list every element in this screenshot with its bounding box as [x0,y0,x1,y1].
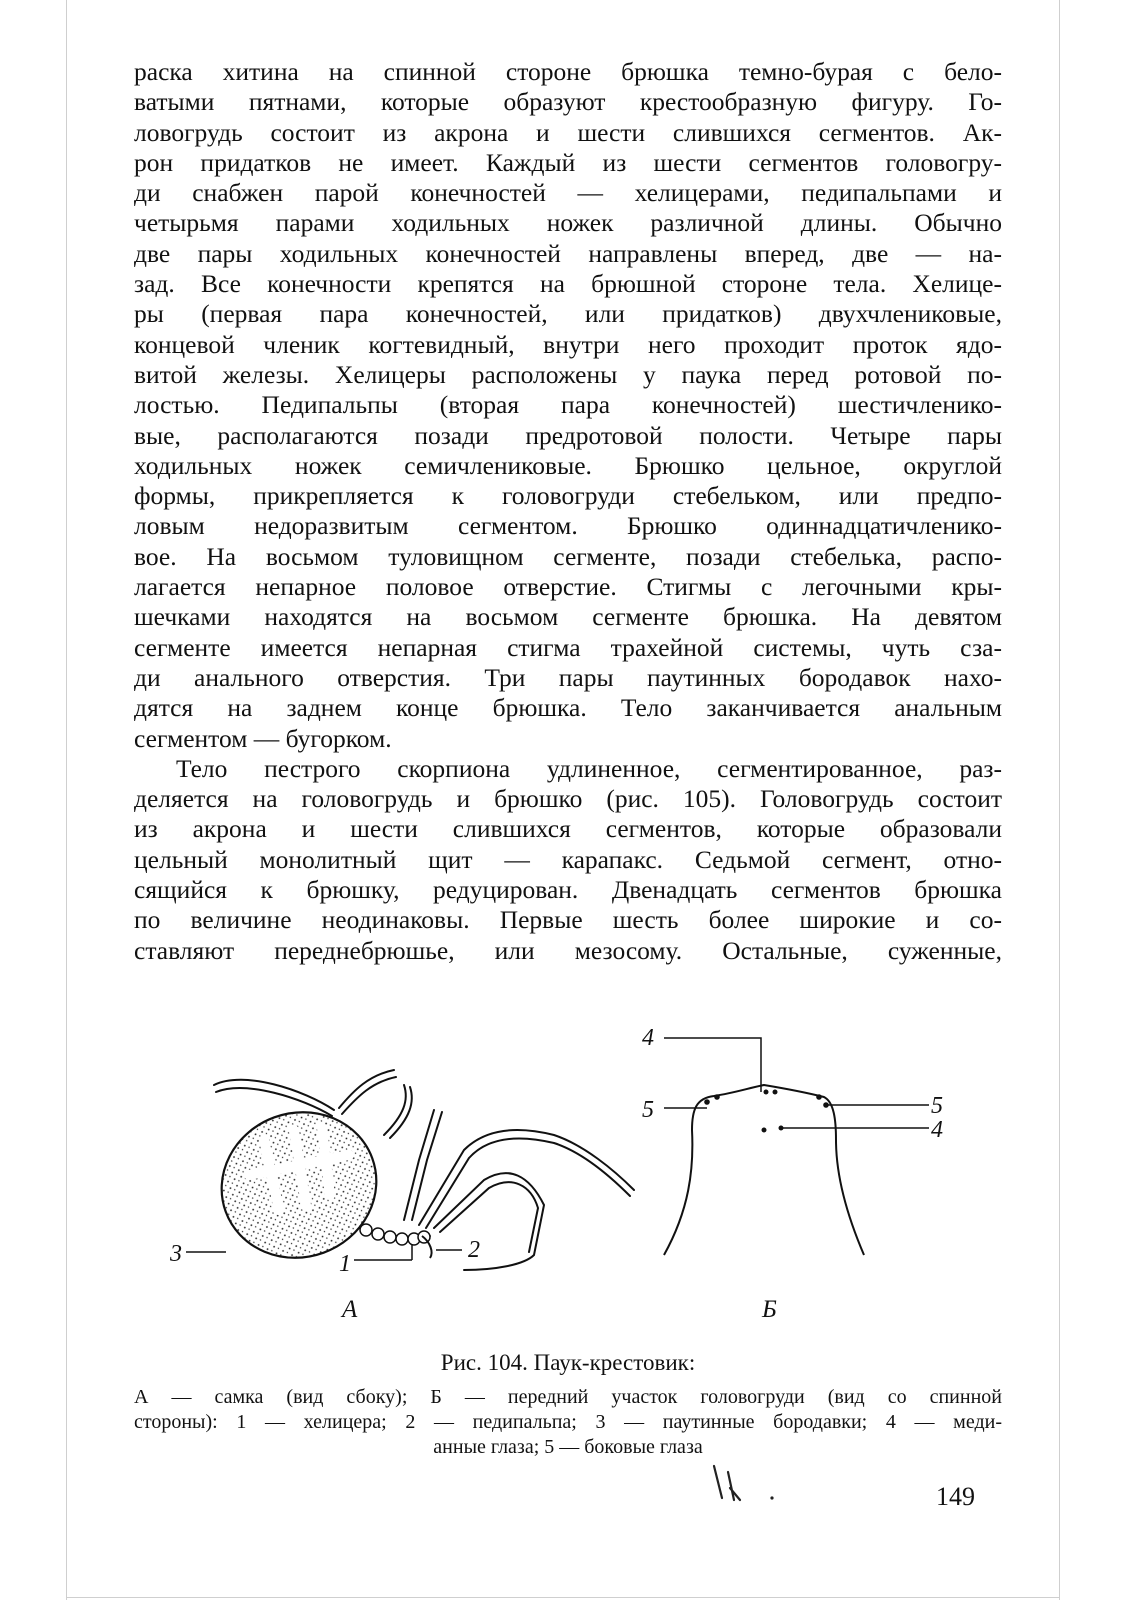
text-line: зад. Все конечности крепятся на брюшной стороне тела. Хелице- [134,269,1002,299]
caption-line: анные глаза; 5 — боковые глаза [433,1436,703,1458]
cephalothorax-front-view [664,1085,864,1255]
text-line: концевой членик когтевидный, внутри него проходит проток ядо- [134,329,1002,359]
figure-label-3: 3 [170,1241,182,1267]
figure-label-1: 1 [339,1251,351,1277]
text-line: из акрона и шести слившихся сегментов, которые образовали [134,814,1002,844]
leader-lines-b [664,1038,929,1128]
text-line: деляется на головогрудь и брюшко (рис. 105). Головогрудь состоит [134,784,1002,814]
page-number: 149 [936,1482,975,1511]
text-line: лостью. Педипальпы (вторая пара конечностей) шестичленико- [134,390,1002,420]
eyes [704,1090,829,1133]
text-line: сящийся к брюшку, редуцирован. Двенадцать сегментов брюшка [134,875,1002,905]
text-line: дятся на заднем конце брюшка. Тело заканчивается анальным [134,693,1002,723]
caption-line: А — самка (вид сбоку); Б — передний участок головогруди (вид со спинной [134,1386,1002,1408]
figure-label-4-right: 4 [931,1117,943,1143]
text-line: ди снабжен парой конечностей — хелицерами, педипальпами и [134,178,1002,208]
figure-label-5-left: 5 [642,1097,654,1123]
figure-label-2: 2 [468,1237,480,1263]
figure-label-4-top: 4 [642,1025,654,1051]
text-line: вые, располагаются позади предротовой полости. Четыре пары [134,420,1002,450]
text-line: вое. На восьмом туловищном сегменте, позади стебелька, распо- [134,541,1002,571]
text-line: ходильных ножек семичлениковые. Брюшко цельное, округлой [134,450,1002,480]
text-line: шечками находятся на восьмом сегменте брюшка. На девятом [134,602,1002,632]
spider-illustration [134,1030,1002,1360]
text-line: цельный монолитный щит — карапакс. Седьмой сегмент, отно- [134,844,1002,874]
text-line: по величине неодинаковы. Первые шесть более широкие и со- [134,905,1002,935]
text-line: рон придатков не имеет. Каждый из шести сегментов головогру- [134,147,1002,177]
page-border-bottom [66,1597,1060,1598]
text-line: Тело пестрого скорпиона удлиненное, сегментированное, раз- [176,753,1002,783]
text-line: лагается непарное половое отверстие. Стигмы с легочными кры- [134,572,1002,602]
text-line: формы, прикрепляется к головогруди стебельком, или предпо- [134,481,1002,511]
caption-title: Рис. 104. Паук-крестовик: [440,1350,696,1375]
figure-104 [134,1025,1002,1360]
page-border-right [1059,0,1060,1600]
figure-label-5-right: 5 [931,1093,943,1119]
text-line: ловым недоразвитым сегментом. Брюшко одиннадцатичленико- [134,511,1002,541]
page-border-left [66,0,67,1600]
text-line: сегменте имеется непарная стигма трахейной системы, чуть сза- [134,632,1002,662]
text-line: четырьмя парами ходильных ножек различной длины. Обычно [134,208,1002,238]
text-line: ставляют переднебрюшье, или мезосому. Остальные, суженные, [134,935,1002,965]
panel-label-b: Б [762,1296,777,1323]
body-text [134,57,1002,966]
panel-label-a: А [342,1296,358,1323]
caption-text [134,1385,1002,1460]
text-line: витой железы. Хелицеры расположены у паука перед ротовой по- [134,359,1002,389]
text-line: ловогрудь состоит из акрона и шести слившихся сегментов. Ак- [134,117,1002,147]
text-line: ватыми пятнами, которые образуют крестообразную фигуру. Го- [134,87,1002,117]
text-line: ди анального отверстия. Три пары паутинных бородавок нахо- [134,662,1002,692]
cephalothorax-segments [360,1224,430,1245]
handwritten-mark [700,1462,780,1508]
caption-line: стороны): 1 — хелицера; 2 — педипальпа; 3 — паутинные бородавки; 4 — меди- [134,1411,1002,1433]
text-line: сегментом — бугорком. [134,723,392,753]
text-line: две пары ходильных конечностей направлены вперед, две — на- [134,238,1002,268]
text-line: ры (первая пара конечностей, или придатков) двухчлениковые, [134,299,1002,329]
text-line: раска хитина на спинной стороне брюшка темно-бурая с бело- [134,57,1002,86]
